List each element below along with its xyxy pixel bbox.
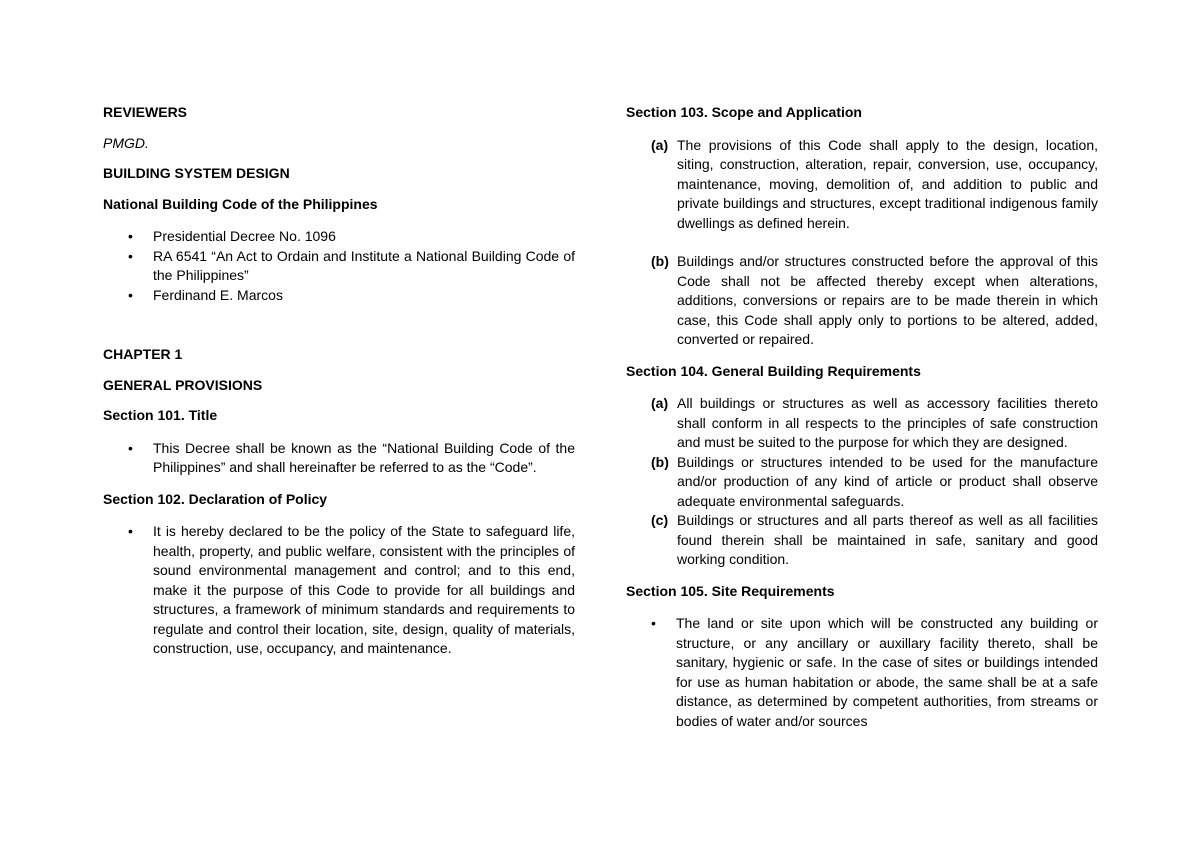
list-item: • It is hereby declared to be the policy of the State to safeguard life, health, property, and public welfare, consistent with the principles of sound environmental management and control; and to this end, make it the purpose of this Code to provide for all buildings and structures, a framework of minimum standards and requirements to regulate and control their location, site, design, quality of materials, construction, use, occupancy, and maintenance.	[128, 523, 575, 656]
section-101-list	[103, 439, 575, 478]
section-102-heading: Section 102. Declaration of Policy	[103, 490, 328, 507]
section-104-heading: Section 104. General Building Requirements	[626, 362, 921, 379]
list-item: (b) Buildings or structures intended to be used for the manufacture and/or production of any kind of article or product shall observe adequate environmental safeguards.	[651, 453, 1098, 509]
bullet-icon: •	[128, 439, 133, 456]
chapter-number: CHAPTER 1	[103, 346, 183, 362]
list-item: • This Decree shall be known as the “National Building Code of the Philippines” and shall hereinafter be referred to as the “Code”.	[128, 439, 575, 475]
list-item: (a) All buildings or structures as well as accessory facilities thereto shall conform in all respects to the principles of safe construction and must be suited to the purpose for which they are designed.	[651, 395, 1098, 450]
bullet-icon: •	[128, 286, 133, 303]
list-item: • Presidential Decree No. 1096	[103, 227, 575, 247]
section-101-heading: Section 101. Title	[103, 407, 218, 423]
chapter-title: GENERAL PROVISIONS	[103, 376, 263, 393]
list-item: (c) Buildings or structures and all parts thereof as well as all facilities found therein shall be maintained in safe, sanitary and good working condition.	[651, 512, 1098, 567]
list-item: • The land or site upon which will be constructed any building or structure, or any ancillary or auxillary facility thereto, shall be sanitary, hygienic or safe. In the case of sites or buildings intended for use as human habitation or abode, the same shall be at a safe distance, as determined by competent authorities, from streams or bodies of water and/or sources	[651, 615, 1098, 729]
section-105-heading: Section 105. Site Requirements	[626, 582, 835, 599]
right-column	[626, 103, 1098, 743]
reviewers-heading: REVIEWERS	[103, 104, 188, 120]
topic-heading: National Building Code of the Philippines	[103, 195, 378, 212]
list-item: • Ferdinand E. Marcos	[103, 286, 575, 306]
left-column	[103, 103, 575, 671]
bullet-icon: •	[128, 523, 133, 539]
section-103-list	[626, 136, 1098, 350]
bullet-icon: •	[651, 615, 656, 631]
list-item: (a) The provisions of this Code shall apply to the design, location, siting, construction, alteration, repair, conversion, use, occupancy, maintenance, moving, demolition of, and addition to public and private buildings and structures, except traditional indigenous family dwellings as defined herein.	[651, 136, 1098, 231]
subject-heading: BUILDING SYSTEM DESIGN	[103, 165, 290, 181]
section-103-heading: Section 103. Scope and Application	[626, 104, 862, 120]
section-105-list	[626, 614, 1098, 731]
bullet-icon: •	[128, 247, 133, 264]
section-102-list	[103, 522, 575, 659]
list-item: • RA 6541 “An Act to Ordain and Institute a National Building Code of the Philippines”	[128, 247, 575, 283]
bullet-icon: •	[128, 228, 133, 244]
topic-list	[103, 227, 575, 305]
author-initials: PMGD.	[103, 134, 149, 151]
list-item: (b) Buildings and/or structures constructed before the approval of this Code shall not be affected thereby except when alterations, additions, conversions or repairs are to be made therein in which case, this Code shall apply only to portions to be altered, added, converted or repaired.	[651, 253, 1098, 347]
section-104-list	[626, 394, 1098, 570]
